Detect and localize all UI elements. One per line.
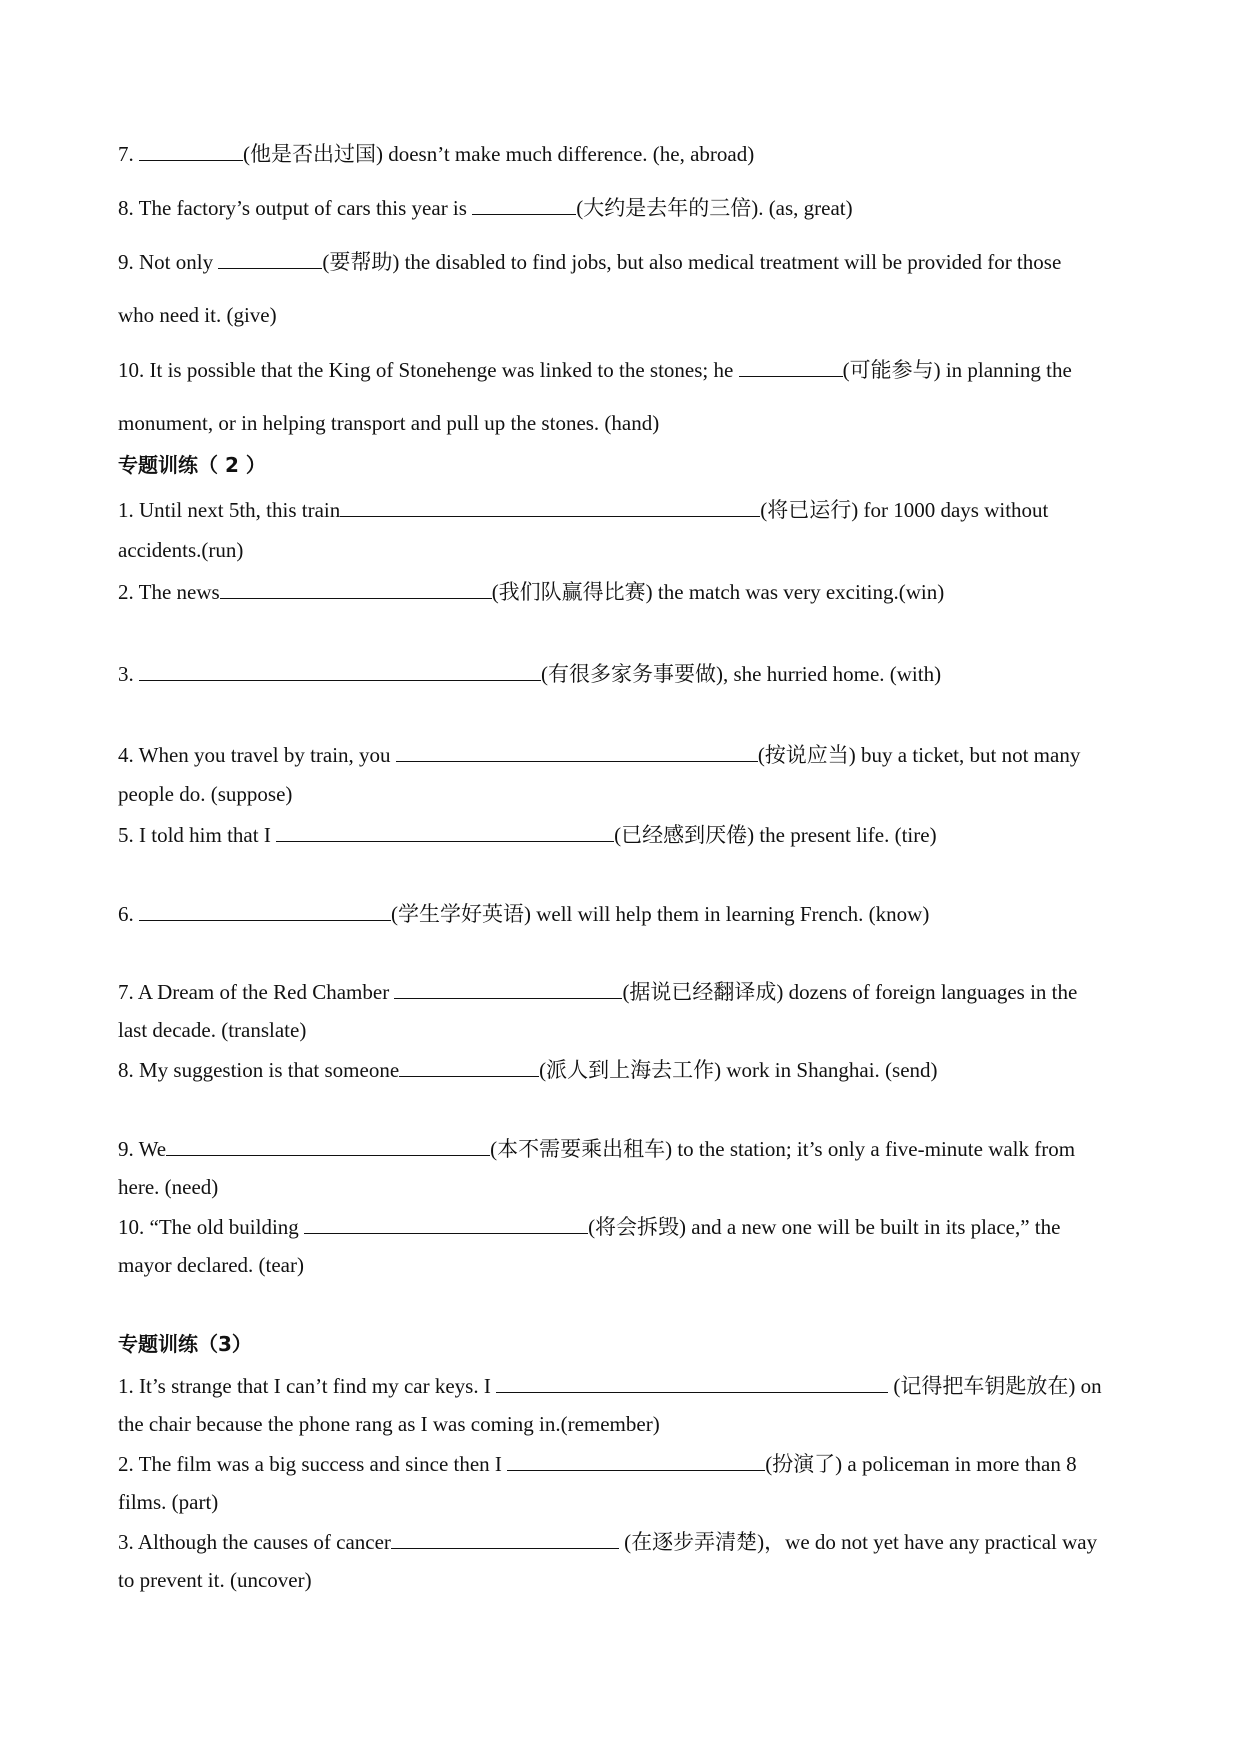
q-hint: (学生学好英语) well will help them in learning French. (know): [391, 902, 930, 926]
s1-q9: [118, 248, 1128, 275]
s2-q10: [118, 1213, 1128, 1240]
s2-q9-continuation: here. (need): [118, 1175, 219, 1199]
s2-q6: [118, 900, 1128, 927]
q-hint: (可能参与) in planning the: [842, 358, 1072, 382]
s2-q5: [118, 821, 1128, 848]
q-hint: (在逐步弄清楚)，we do not yet have any practical way: [624, 1530, 1098, 1554]
answer-blank[interactable]: [139, 140, 243, 161]
answer-blank[interactable]: [166, 1135, 490, 1156]
q-hint: (他是否出过国) doesn’t make much difference. (he, abroad): [243, 142, 755, 166]
q-prefix: 1. It’s strange that I can’t find my car keys. I: [118, 1374, 491, 1398]
q-hint: (本不需要乘出租车) to the station; it’s only a five-minute walk from: [490, 1137, 1076, 1161]
answer-blank[interactable]: [340, 496, 760, 517]
s2-q4: [118, 741, 1128, 768]
s1-q7: [118, 140, 1128, 167]
q-prefix: 3.: [118, 662, 134, 686]
s2-q3: [118, 660, 1128, 687]
s2-q10-continuation: mayor declared. (tear): [118, 1253, 304, 1277]
section2-title: 专题训练（ 2 ）: [118, 453, 266, 477]
answer-blank[interactable]: [139, 900, 391, 921]
s2-q9: [118, 1135, 1128, 1162]
q-prefix: 9. Not only: [118, 250, 214, 274]
answer-blank[interactable]: [391, 1528, 619, 1549]
s3-q2: [118, 1450, 1128, 1477]
q-prefix: 2. The news: [118, 580, 220, 604]
q-hint: (大约是去年的三倍). (as, great): [576, 196, 853, 220]
s2-q7: [118, 978, 1128, 1005]
q-prefix: 8. My suggestion is that someone: [118, 1058, 400, 1082]
q-hint: (将已运行) for 1000 days without: [760, 498, 1049, 522]
q-hint: (派人到上海去工作) work in Shanghai. (send): [539, 1058, 938, 1082]
s3-q3-continuation: to prevent it. (uncover): [118, 1568, 312, 1592]
q-number: 7.: [118, 142, 134, 166]
q-prefix: 2. The film was a big success and since then I: [118, 1452, 502, 1476]
q-hint: (将会拆毁) and a new one will be built in its place,” the: [588, 1215, 1061, 1239]
s1-q10: [118, 356, 1128, 383]
s3-q1: [118, 1372, 1128, 1399]
answer-blank[interactable]: [139, 660, 541, 681]
s2-q1: [118, 496, 1128, 523]
s2-q2: [118, 578, 1128, 605]
q-hint: (有很多家务事要做), she hurried home. (with): [541, 662, 942, 686]
answer-blank[interactable]: [399, 1056, 539, 1077]
answer-blank[interactable]: [472, 194, 576, 215]
q-prefix: 9. We: [118, 1137, 167, 1161]
q-hint: (扮演了) a policeman in more than 8: [765, 1452, 1077, 1476]
q-hint: (我们队赢得比赛) the match was very exciting.(win): [491, 580, 945, 604]
q-prefix: 10. It is possible that the King of Stonehenge was linked to the stones; he: [118, 358, 734, 382]
q-hint: (据说已经翻译成) dozens of foreign languages in the: [622, 980, 1078, 1004]
section3-title: 专题训练（3）: [118, 1332, 252, 1356]
s1-q10-continuation: monument, or in helping transport and pull up the stones. (hand): [118, 411, 660, 435]
q-prefix: 10. “The old building: [118, 1215, 299, 1239]
q-prefix: 1. Until next 5th, this train: [118, 498, 341, 522]
s3-q2-continuation: films. (part): [118, 1490, 219, 1514]
s2-q8: [118, 1056, 1128, 1083]
s2-q1-continuation: accidents.(run): [118, 538, 244, 562]
answer-blank[interactable]: [496, 1372, 888, 1393]
q-prefix: 4. When you travel by train, you: [118, 743, 391, 767]
answer-blank[interactable]: [739, 356, 843, 377]
q-hint: (记得把车钥匙放在) on: [893, 1374, 1102, 1398]
s1-q8: [118, 194, 1128, 221]
q-prefix: 8. The factory’s output of cars this year is: [118, 196, 467, 220]
q-prefix: 5. I told him that I: [118, 823, 271, 847]
s3-q3: [118, 1528, 1128, 1555]
q-prefix: 6.: [118, 902, 134, 926]
answer-blank[interactable]: [394, 978, 622, 999]
q-prefix: 7. A Dream of the Red Chamber: [118, 980, 390, 1004]
q-hint: (要帮助) the disabled to find jobs, but also medical treatment will be provided for those: [322, 250, 1062, 274]
answer-blank[interactable]: [396, 741, 758, 762]
s1-q9-continuation: who need it. (give): [118, 303, 277, 327]
s2-q7-continuation: last decade. (translate): [118, 1018, 307, 1042]
q-prefix: 3. Although the causes of cancer: [118, 1530, 391, 1554]
q-hint: (已经感到厌倦) the present life. (tire): [614, 823, 937, 847]
answer-blank[interactable]: [220, 578, 492, 599]
answer-blank[interactable]: [304, 1213, 588, 1234]
s2-q4-continuation: people do. (suppose): [118, 782, 293, 806]
q-hint: (按说应当) buy a ticket, but not many: [757, 743, 1081, 767]
answer-blank[interactable]: [276, 821, 614, 842]
s3-q1-continuation: the chair because the phone rang as I was coming in.(remember): [118, 1412, 660, 1436]
answer-blank[interactable]: [507, 1450, 765, 1471]
answer-blank[interactable]: [218, 248, 322, 269]
